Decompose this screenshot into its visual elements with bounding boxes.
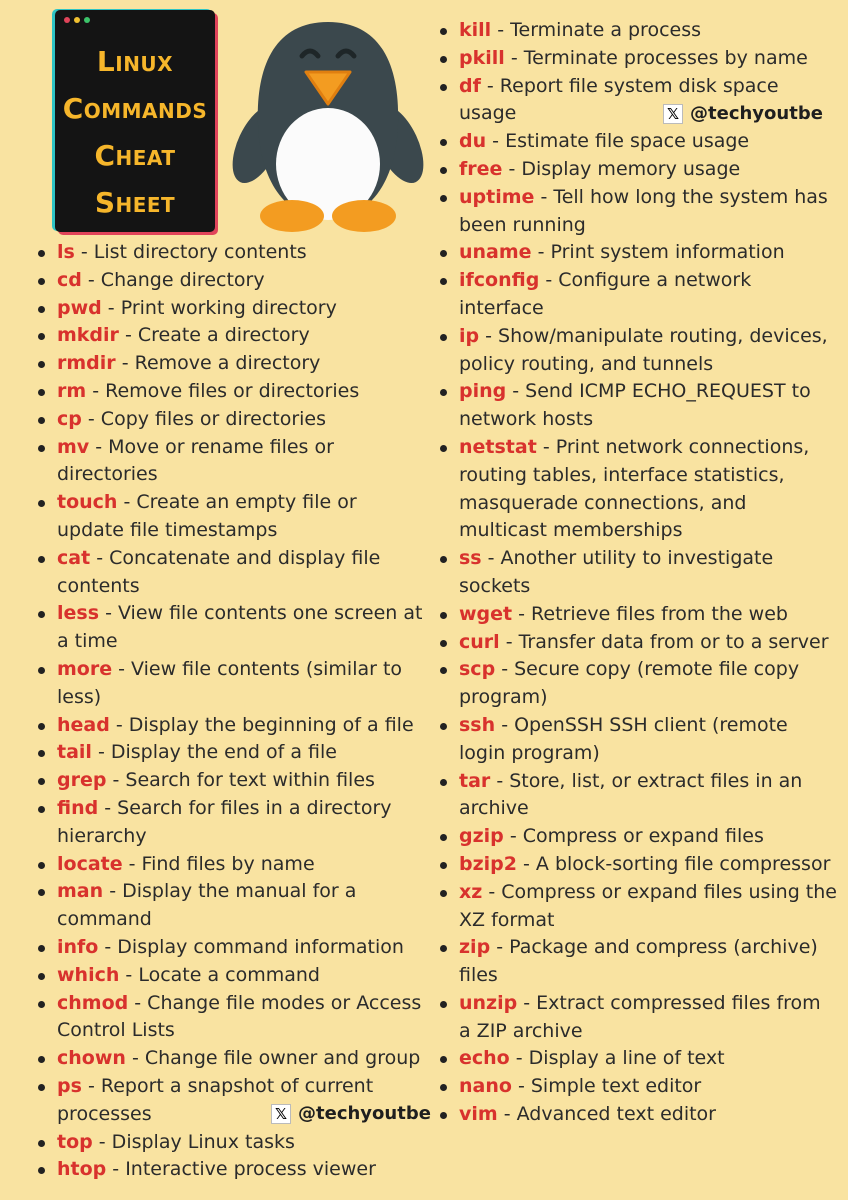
command-description: - Print system information (531, 241, 785, 264)
command-description: - Find files by name (122, 852, 315, 875)
red-dot-icon (64, 17, 70, 23)
command-description: - Another utility to investigate sockets (459, 547, 774, 597)
command-description: - Terminate processes by name (504, 46, 808, 69)
command-name: less (57, 602, 100, 625)
command-name: htop (57, 1158, 107, 1181)
x-logo-icon: 𝕏 (663, 104, 683, 124)
yellow-dot-icon (74, 17, 80, 23)
title-line: Cheat (94, 139, 176, 172)
command-item (36, 656, 426, 712)
command-item (36, 767, 426, 795)
command-item (36, 350, 426, 378)
command-name: which (57, 963, 120, 986)
title-line: Sheet (94, 186, 176, 219)
command-description: - Locate a command (119, 963, 320, 986)
command-description: - List directory contents (74, 241, 307, 263)
command-item (438, 601, 838, 629)
command-item (36, 851, 426, 879)
command-item (36, 267, 426, 295)
command-item (36, 795, 426, 851)
command-item (36, 1156, 426, 1184)
command-name: tar (459, 769, 491, 792)
command-description: - Interactive process viewer (106, 1158, 376, 1181)
command-description: - Compress or expand files (503, 825, 764, 848)
command-item (438, 879, 838, 935)
command-description: - Display the beginning of a file (109, 713, 414, 736)
command-description: - Extract compressed files from a ZIP archive (459, 991, 821, 1042)
command-description: - Show/manipulate routing, devices, policy routing, and tunnels (459, 324, 828, 375)
command-name: pkill (459, 46, 505, 69)
green-dot-icon (84, 17, 90, 23)
command-description: - Advanced text editor (497, 1103, 716, 1126)
command-item (438, 712, 838, 768)
command-description: - Display command information (98, 935, 404, 958)
command-description: - Copy files or directories (81, 407, 327, 430)
command-item (36, 378, 426, 406)
command-name: locate (57, 852, 123, 875)
command-item (36, 739, 426, 767)
page-title (55, 38, 215, 226)
command-description: - Change file modes or Access Control Lists (57, 991, 422, 1042)
command-description: - Report file system disk space usage (459, 74, 779, 125)
command-description: - View file contents one screen at a time (57, 602, 423, 653)
social-handle (663, 103, 823, 124)
command-item (36, 489, 426, 545)
command-name: mkdir (57, 324, 119, 347)
command-item (438, 1073, 838, 1101)
command-item (438, 768, 838, 824)
command-description: - Search for text within files (106, 769, 375, 792)
command-item (36, 322, 426, 350)
command-name: ssh (459, 713, 496, 736)
command-item (438, 990, 838, 1046)
command-name: pwd (57, 296, 102, 319)
command-item (438, 156, 838, 184)
command-item (438, 239, 838, 267)
command-name: rm (57, 379, 87, 402)
social-handle (271, 1103, 431, 1124)
command-item (438, 1101, 838, 1129)
command-name: bzip2 (459, 852, 517, 875)
command-name: man (57, 880, 104, 903)
command-name: chown (57, 1047, 126, 1070)
command-name: netstat (459, 435, 537, 458)
command-item (36, 934, 426, 962)
command-name: cd (57, 268, 82, 291)
command-description: - Store, list, or extract files in an archive (459, 769, 803, 820)
command-name: unzip (459, 991, 518, 1014)
command-name: chmod (57, 991, 129, 1014)
right-command-list (438, 17, 838, 1129)
command-item (36, 545, 426, 601)
command-name: gzip (459, 825, 504, 848)
command-description: - Package and compress (archive) files (459, 936, 818, 987)
command-item (36, 406, 426, 434)
command-item (438, 184, 838, 240)
command-name: du (459, 130, 487, 153)
command-item (36, 1045, 426, 1073)
command-description: - Change file owner and group (125, 1047, 421, 1070)
command-description: - Simple text editor (511, 1075, 702, 1098)
command-name: df (459, 74, 481, 97)
command-item (438, 128, 838, 156)
command-item (438, 545, 838, 601)
handle-text: @techyoutbe (298, 1103, 431, 1124)
command-item (438, 267, 838, 323)
command-name: uname (459, 241, 532, 264)
command-description: - Display memory usage (502, 157, 741, 180)
command-name: top (57, 1130, 93, 1153)
command-item (36, 962, 426, 990)
x-logo-icon: 𝕏 (271, 1104, 291, 1124)
command-description: - OpenSSH SSH client (remote login program) (459, 713, 788, 764)
command-item (438, 656, 838, 712)
command-description: - Terminate a process (491, 19, 702, 41)
command-name: ls (57, 241, 75, 263)
command-name: scp (459, 658, 496, 681)
command-item (36, 878, 426, 934)
command-description: - Print working directory (101, 296, 337, 319)
command-item (36, 434, 426, 490)
command-name: xz (459, 880, 483, 903)
left-command-list (36, 239, 426, 1184)
command-description: - Remove a directory (115, 352, 321, 375)
command-name: info (57, 935, 99, 958)
command-name: nano (459, 1075, 512, 1098)
command-description: - A block-sorting file compressor (517, 852, 831, 875)
command-name: free (459, 157, 503, 180)
command-name: ps (57, 1074, 82, 1097)
command-name: vim (459, 1103, 498, 1126)
command-description: - Search for files in a directory hierarchy (57, 796, 392, 847)
command-name: more (57, 657, 113, 680)
command-name: rmdir (57, 352, 116, 375)
command-name: tail (57, 741, 92, 764)
title-line: Linux (96, 45, 174, 78)
command-item (438, 1045, 838, 1073)
command-description: - Configure a network interface (459, 269, 752, 319)
command-name: grep (57, 769, 107, 792)
command-name: ifconfig (459, 269, 540, 292)
command-name: wget (459, 602, 513, 625)
command-description: - Estimate file space usage (486, 130, 750, 153)
command-description: - Display a line of text (509, 1047, 725, 1070)
window-dots (64, 17, 90, 23)
command-item (438, 378, 838, 434)
command-description: - Compress or expand files using the XZ format (459, 880, 837, 931)
command-item (36, 239, 426, 267)
command-name: find (57, 796, 99, 819)
command-name: ip (459, 324, 480, 347)
command-name: uptime (459, 185, 535, 208)
command-description: - Move or rename files or directories (57, 435, 334, 486)
command-description: - Concatenate and display file contents (57, 546, 381, 597)
command-description: - Display the manual for a command (57, 880, 357, 931)
command-name: cat (57, 546, 91, 569)
command-item (36, 295, 426, 323)
command-description: - Transfer data from or to a server (499, 630, 829, 653)
command-item (438, 851, 838, 879)
command-name: head (57, 713, 110, 736)
command-name: zip (459, 936, 491, 959)
command-name: cp (57, 407, 82, 430)
command-name: mv (57, 435, 90, 458)
command-description: - Secure copy (remote file copy program) (459, 658, 800, 709)
command-item (438, 934, 838, 990)
command-item (438, 45, 838, 73)
command-description: - Display the end of a file (91, 741, 337, 764)
command-description: - Send ICMP ECHO_REQUEST to network hosts (459, 380, 811, 431)
command-description: - View file contents (similar to less) (57, 657, 403, 708)
command-description: - Report a snapshot of current processes (57, 1074, 374, 1125)
command-description: - Create a directory (118, 324, 310, 347)
command-name: curl (459, 630, 500, 653)
command-description: - Create an empty file or update file timestamps (57, 491, 357, 541)
command-item (438, 323, 838, 379)
command-description: - Change directory (81, 268, 265, 291)
command-name: echo (459, 1047, 510, 1070)
command-item (438, 434, 838, 545)
command-item (36, 712, 426, 740)
title-line: Commands (62, 92, 208, 125)
command-description: - Tell how long the system has been running (459, 185, 828, 236)
handle-text: @techyoutbe (690, 103, 823, 124)
command-name: kill (459, 19, 492, 41)
command-name: touch (57, 491, 118, 514)
penguin-icon (228, 14, 428, 236)
command-name: ping (459, 380, 507, 403)
command-item (438, 629, 838, 657)
command-item (36, 600, 426, 656)
command-item (438, 823, 838, 851)
command-description: - Remove files or directories (86, 379, 360, 402)
command-item (36, 990, 426, 1046)
command-name: ss (459, 547, 482, 570)
title-card (55, 10, 215, 232)
command-description: - Retrieve files from the web (512, 602, 788, 625)
command-item (36, 1129, 426, 1157)
command-description: - Print network connections, routing tables, interface statistics, masquerade connections, and multicast memberships (459, 435, 810, 542)
command-description: - Display Linux tasks (92, 1130, 295, 1153)
command-item (438, 17, 838, 45)
